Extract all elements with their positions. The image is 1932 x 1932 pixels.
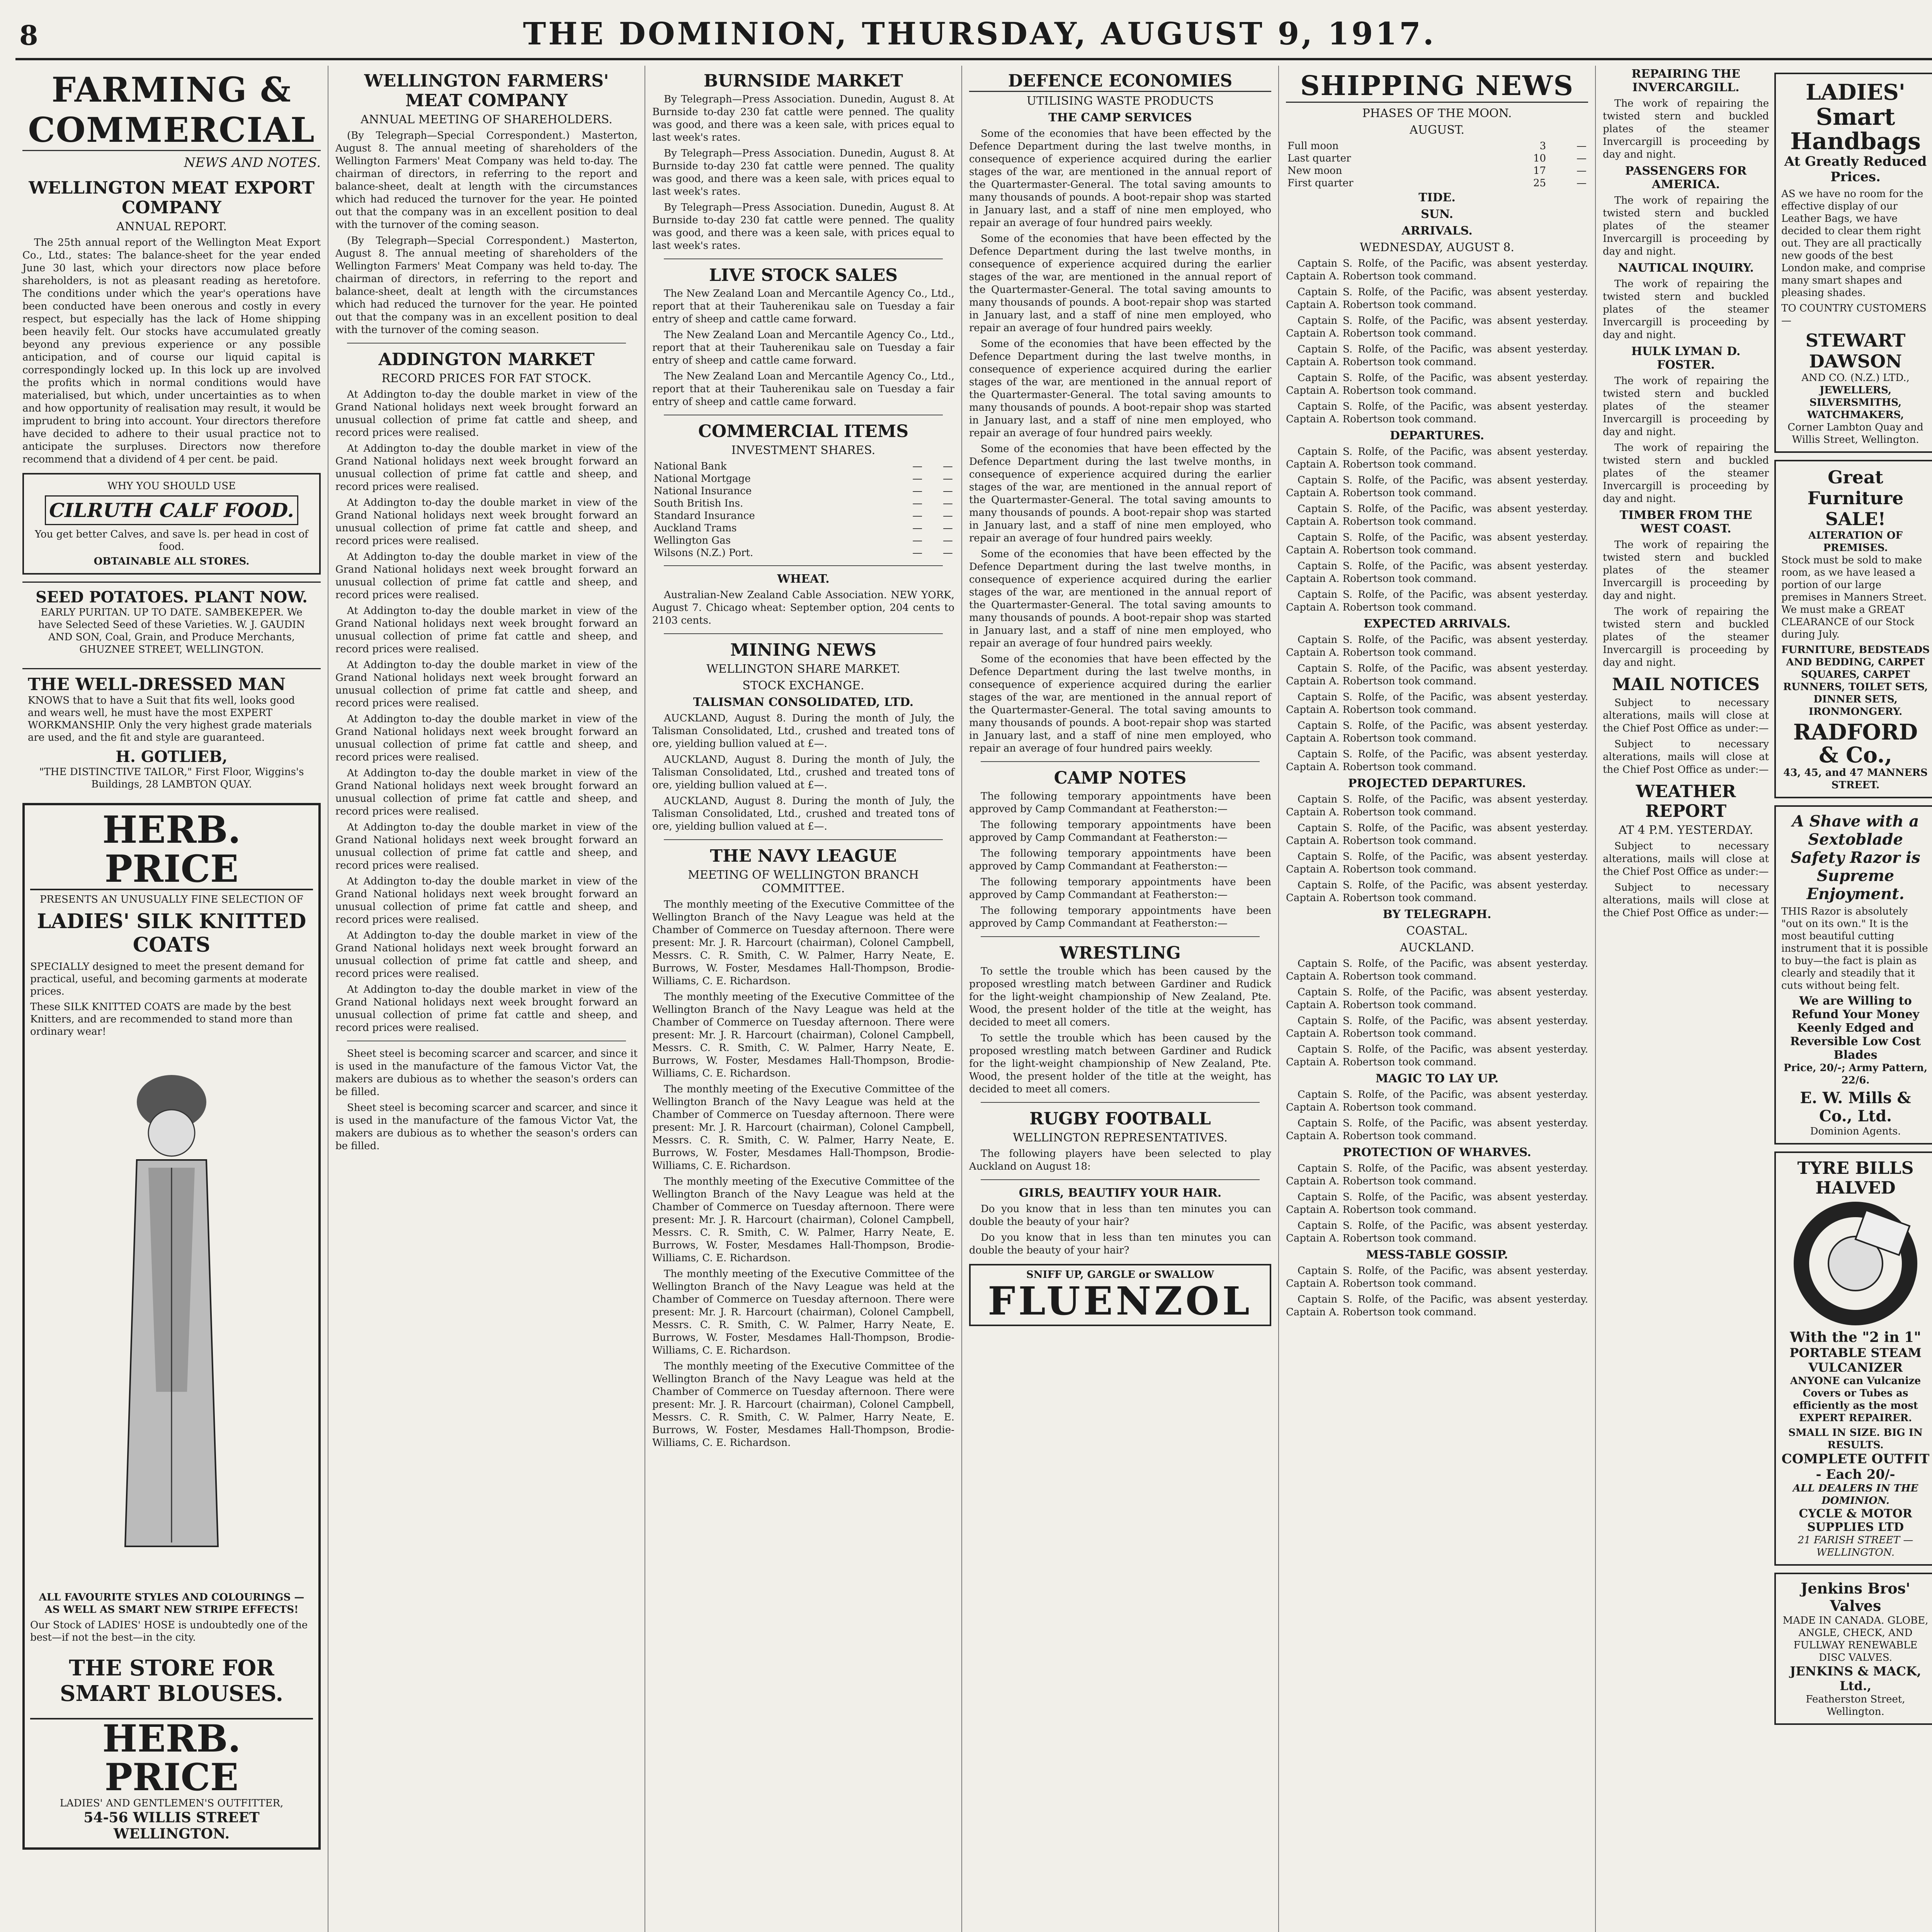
jenkins-valves-ad: Jenkins Bros' Valves MADE IN CANADA. GLOBE, ANGLE, CHECK, AND FULLWAY RENEWABLE DISC VALVES. JENKINS & MACK, Ltd., Featherston Street, Wellington. [1774, 1573, 1932, 1725]
handbags-ad: LADIES' Smart Handbags At Greatly Reduced Prices. AS we have no room for the effective display of our Leather Bags, we have decided to clear them right out. They are all practically new goods of the best London make, and comprise many smart shapes and pleasing shades. TO COUNTRY CUSTOMERS— STEWART DAWSON AND CO. (N.Z.) LTD., JEWELLERS, SILVERSMITHS, WATCHMAKERS, Corner Lambton Quay and Willis Street, Wellington. [1774, 73, 1932, 453]
article-body: By Telegraph—Press Association. Dunedin, August 8. At Burnside to-day 230 fat cattle were penned. The quality was good, and there was a keen sale, with prices equal to last week's rates. By Telegraph—Press Association. Dunedin, August 8. At Burnside to-day 230 fat cattle were penned. The quality was good, and there was a keen sale, with prices equal to last week's rates. By Telegraph—Press Association. Dunedin, August 8. At Burnside to-day 230 fat cattle were penned. The quality was good, and there was a keen sale, with prices equal to last week's rates. [652, 94, 954, 252]
divider [347, 343, 626, 344]
article-heading: BURNSIDE MARKET [704, 71, 903, 91]
radford-logo: RADFORD & Co., [1793, 719, 1918, 768]
article-heading: THE NAVY LEAGUE [710, 846, 897, 866]
article-heading: COMMERCIAL ITEMS [698, 422, 909, 441]
article-heading: WELLINGTON FARMERS' MEAT COMPANY [364, 71, 609, 111]
calf-food-brand: CILRUTH CALF FOOD. [45, 495, 298, 525]
article-heading: ADDINGTON MARKET [378, 350, 595, 369]
table-row: National Bank — — [654, 461, 953, 472]
table-row: Standard Insurance — — [654, 510, 953, 522]
article-heading: LIVE STOCK SALES [709, 265, 898, 285]
table-row: Wellington Gas — — [654, 535, 953, 546]
article-body: Australian-New Zealand Cable Association. NEW YORK, August 7. Chicago wheat: September option, 204 cents to 2103 cents. [652, 589, 954, 626]
page-number: 8 [19, 19, 38, 51]
column-1 [15, 66, 328, 1932]
woman-in-coat-illustration [90, 1044, 253, 1585]
herb-price-logo-bottom: HERB. PRICE [30, 1718, 313, 1798]
article-body: (By Telegraph—Special Correspondent.) Masterton, August 8. The annual meeting of shareholders of the Wellington Farmers' Meat Company was held to-day. The chairman of directors, in referring to the report and balance-sheet, dealt at length with the circumstances which had reduced the turnover for the year. He pointed out that the company was in an excellent position to deal with the turnover of the coming season. (By Telegraph—Special Correspondent.) Masterton, August 8. The annual meeting of shareholders of the Wellington Farmers' Meat Company was held to-day. The chairman of directors, in referring to the report and balance-sheet, dealt at length with the circumstances which had reduced the turnover for the year. He pointed out that the company was in an excellent position to deal with the turnover of the coming season. [335, 130, 638, 336]
column-6: REPAIRING THE INVERCARGILL. The work of repairing the twisted stern and buckled plates of the steamer Invercargill is proceeding by day and night. PASSENGERS FOR AMERICA. The work of repairing the twisted stern and buckled plates of the steamer Invercargill is proceeding by day and night. NAUTICAL INQUIRY. The work of repairing the twisted stern and buckled plates of the steamer Invercargill is proceeding by day and night. HULK LYMAN D. FOSTER. The work of repairing the twisted stern and buckled plates of the steamer Invercargill is proceeding by day and night. The work of repairing the twisted stern and buckled plates of the steamer Invercargill is proceeding by day and night. TIMBER FROM THE WEST COAST. The work of repairing the twisted stern and buckled plates of the steamer Invercargill is proceeding by day and night. The work of repairing the twisted stern and buckled plates of the steamer Invercargill is proceeding by day and night. MAIL NOTICES Subject to necessary alterations, mails will close at the Chief Post Office as under:— Subject to necessary alterations, mails will close at the Chief Post Office as under:— WEATHER REPORT AT 4 P.M. YESTERDAY. Subject to necessary alterations, mails will close at the Chief Post Office as under:— Subject to necessary alterations, mails will close at the Chief Post Office as under:— LADIES' Smart Handbags At Greatly Reduced Prices. AS we have no room for the effective display of our Leather Bags, we have decided to clear them right out. They are all practically new goods of the best London make, and comprise many smart shapes and pleasing shades. TO COUNTRY CUSTOMERS— STEWART DAWSON AND CO. (N.Z.) LTD., JEWELLERS, SILVERSMITHS, WATCHMAKERS, Corner Lambton Quay and Willis Street, Wellington. Great Furniture SALE! ALTERATION OF PREMISES. Stock must be sold to make room, as we have leased a portion of our large premises in Manners Street. We must make a GREAT CLEARANCE of our Stock during July. FURNITURE, BEDSTEADS AND BEDDING, CARPET SQUARES, CARPET RUNNERS, TOILET SETS, DINNER SETS, IRONMONGERY. RADFORD & Co., 43, 45, and 47 MANNERS STREET. A Shave with a Sextoblade Safety Razor is Supreme Enjoyment. THIS Razor is absolutely "out on its own." It is the most beautiful cutting instrument that it is possible to buy—the fact is plain as clearly and steadily that it cuts without being felt. We are Willing to Refund Your Money Keenly Edged and Reversible Low Cost Blades Price, 20/-; Army Pattern, 22/6. E. W. Mills & Co., Ltd. Dominion Agents. TYRE BILLS HALVED With the "2 in 1" PORTABLE STEAM VULCANIZER ANYONE can Vulcanize Covers or Tubes as efficiently as the most EXPERT REPAIRER. SMALL IN SIZE. BIG IN RESULTS. COMPLETE OUTFIT - Each 20/- ALL DEALERS IN THE DOMINION. CYCLE & MOTOR SUPPLIES LTD 21 FARISH STREET — WELLINGTON. Jenkins Bros' Valves MADE IN CANADA. GLOBE, ANGLE, CHECK, AND FULLWAY RENEWABLE DISC VALVES. JENKINS & MACK, Ltd., Featherston Street, Wellington. [1596, 66, 1932, 1932]
article-heading: WRESTLING [1060, 943, 1181, 963]
herb-price-ad: HERB. PRICE PRESENTS AN UNUSUALLY FINE SELECTION OF LADIES' SILK KNITTED COATS SPECIALLY designed to meet the present demand for practical, useful, and becoming garments at moderate prices. These SILK KNITTED COATS are made by the best Knitters, and are recommended to stand more than ordinary wear! ALL FAVOURITE STYLES AND COLOURINGS — AS WELL AS SMART NEW STRIPE EFFECTS! Our Stock of LADIES' HOSE is undoubtedly one of the best—if not the best—in the city. THE STORE FOR SMART BLOUSES. HERB. PRICE LADIES' AND GENTLEMEN'S OUTFITTER, 54-56 WILLIS STREET WELLINGTON. [22, 803, 321, 1850]
table-row: National Mortgage — — [654, 473, 953, 485]
tailor-ad: THE WELL-DRESSED MAN KNOWS that to have a Suit that fits well, looks good and wears well, he must have the most EXPERT WORKMANSHIP. Only the very highest grade materials are used, and the fit and style are guaranteed. H. GOTLIEB, "THE DISTINCTIVE TAILOR," First Floor, Wiggins's Buildings, 28 LAMBTON QUAY. [22, 668, 321, 796]
table-row: South British Ins. — — [654, 498, 953, 509]
share-table [652, 460, 954, 559]
article-subheading: ANNUAL MEETING OF SHAREHOLDERS. [361, 113, 612, 126]
table-row: New moon 17 — [1287, 165, 1587, 177]
section-title: SHIPPING NEWS [1286, 70, 1588, 103]
article-body: The following players have been selected to play Auckland on August 18: [969, 1148, 1271, 1172]
article-body: The 25th annual report of the Wellington Meat Export Co., Ltd., states: The balance-sheet for the year ended June 30 last, which your directors now place before shareholders, is not as pleasant reading as heretofore. The conditions under which the year's operations have been conducted have been onerous and costly in every respect, but especially has the lack of Home shipping been heavily felt. Our stocks have accumulated greatly beyond any previous experience or any possible anticipation, and of course our liquid capital is correspondingly locked up. In this lock up are involved the profits which in normal conditions would have materialised, but which, under uncertainties as to when and how opportunity of realisation may result, it would be imprudent to bring into account. Your directors therefore have decided to adhere to their usual practice not to anticipate the surpluses. Directors now therefore recommend that a dividend of 4 per cent. be paid. [22, 237, 321, 465]
article-subheading: INVESTMENT SHARES. [731, 444, 876, 457]
sextoblade-ad: A Shave with a Sextoblade Safety Razor is Supreme Enjoyment. THIS Razor is absolutely "out on its own." It is the most beautiful cutting instrument that it is possible to buy—the fact is plain as clearly and steadily that it cuts without being felt. We are Willing to Refund Your Money Keenly Edged and Reversible Low Cost Blades Price, 20/-; Army Pattern, 22/6. E. W. Mills & Co., Ltd. Dominion Agents. [1774, 805, 1932, 1145]
article-subheading: ANNUAL REPORT. [116, 220, 227, 233]
newspaper-page [15, 12, 1932, 1932]
mills-logo: E. W. Mills & Co., Ltd. [1800, 1088, 1911, 1125]
table-row: Wilsons (N.Z.) Port. — — [654, 547, 953, 559]
fluenzol-logo: FLUENZOL [988, 1278, 1253, 1324]
tyre-vulcanizer-ad: TYRE BILLS HALVED With the "2 in 1" PORTABLE STEAM VULCANIZER ANYONE can Vulcanize Covers or Tubes as efficiently as the most EXPERT REPAIRER. SMALL IN SIZE. BIG IN RESULTS. COMPLETE OUTFIT - Each 20/- ALL DEALERS IN THE DOMINION. CYCLE & MOTOR SUPPLIES LTD 21 FARISH STREET — WELLINGTON. [1774, 1151, 1932, 1566]
article-body: To settle the trouble which has been caused by the proposed wrestling match between Gardiner and Rudick for the light-weight championship of New Zealand, Pte. Wood, the present holder of the title at the weight, has decided to meet all comers. To settle the trouble which has been caused by the proposed wrestling match between Gardiner and Rudick for the light-weight championship of New Zealand, Pte. Wood, the present holder of the title at the weight, has decided to meet all comers. [969, 966, 1271, 1095]
article-body: At Addington to-day the double market in view of the Grand National holidays next week brought forward an unusual collection of prime fat cattle and sheep, and record prices were realised. At Addington to-day the double market in view of the Grand National holidays next week brought forward an unusual collection of prime fat cattle and sheep, and record prices were realised. At Addington to-day the double market in view of the Grand National holidays next week brought forward an unusual collection of prime fat cattle and sheep, and record prices were realised. At Addington to-day the double market in view of the Grand National holidays next week brought forward an unusual collection of prime fat cattle and sheep, and record prices were realised. At Addington to-day the double market in view of the Grand National holidays next week brought forward an unusual collection of prime fat cattle and sheep, and record prices were realised. At Addington to-day the double market in view of the Grand National holidays next week brought forward an unusual collection of prime fat cattle and sheep, and record prices were realised. At Addington to-day the double market in view of the Grand National holidays next week brought forward an unusual collection of prime fat cattle and sheep, and record prices were realised. At Addington to-day the double market in view of the Grand National holidays next week brought forward an unusual collection of prime fat cattle and sheep, and record prices were realised. At Addington to-day the double market in view of the Grand National holidays next week brought forward an unusual collection of prime fat cattle and sheep, and record prices were realised. At Addington to-day the double market in view of the Grand National holidays next week brought forward an unusual collection of prime fat cattle and sheep, and record prices were realised. At Addington to-day the double market in view of the Grand National holidays next week brought forward an unusual collection of prime fat cattle and sheep, and record prices were realised. At Addington to-day the double market in view of the Grand National holidays next week brought forward an unusual collection of prime fat cattle and sheep, and record prices were realised. [335, 389, 638, 1034]
table-row: Full moon 3 — [1287, 140, 1587, 152]
article-heading: DEFENCE ECONOMIES [969, 71, 1271, 92]
article-heading: WELLINGTON MEAT EXPORT COMPANY [29, 178, 315, 218]
section-kicker: NEWS AND NOTES. [184, 155, 321, 170]
column-4: DEFENCE ECONOMIES UTILISING WASTE PRODUCTS THE CAMP SERVICES Some of the economies that have been effected by the Defence Department during the last twelve months, in consequence of experience acquired during the earlier stages of the war, are mentioned in the annual report of the Quartermaster-General. The total saving amounts to many thousands of pounds. A boot-repair shop was started in January last, and a staff of nine men employed, who repair an average of four hundred pairs weekly. Some of the economies that have been effected by the Defence Department during the last twelve months, in consequence of experience acquired during the earlier stages of the war, are mentioned in the annual report of the Quartermaster-General. The total saving amounts to many thousands of pounds. A boot-repair shop was started in January last, and a staff of nine men employed, who repair an average of four hundred pairs weekly. Some of the economies that have been effected by the Defence Department during the last twelve months, in consequence of experience acquired during the earlier stages of the war, are mentioned in the annual report of the Quartermaster-General. The total saving amounts to many thousands of pounds. A boot-repair shop was started in January last, and a staff of nine men employed, who repair an average of four hundred pairs weekly. Some of the economies that have been effected by the Defence Department during the last twelve months, in consequence of experience acquired during the earlier stages of the war, are mentioned in the annual report of the Quartermaster-General. The total saving amounts to many thousands of pounds. A boot-repair shop was started in January last, and a staff of nine men employed, who repair an average of four hundred pairs weekly. Some of the economies that have been effected by the Defence Department during the last twelve months, in consequence of experience acquired during the earlier stages of the war, are mentioned in the annual report of the Quartermaster-General. The total saving amounts to many thousands of pounds. A boot-repair shop was started in January last, and a staff of nine men employed, who repair an average of four hundred pairs weekly. Some of the economies that have been effected by the Defence Department during the last twelve months, in consequence of experience acquired during the earlier stages of the war, are mentioned in the annual report of the Quartermaster-General. The total saving amounts to many thousands of pounds. A boot-repair shop was started in January last, and a staff of nine men employed, who repair an average of four hundred pairs weekly. CAMP NOTES The following temporary appointments have been approved by Camp Commandant at Featherston:— The following temporary appointments have been approved by Camp Commandant at Featherston:— The following temporary appointments have been approved by Camp Commandant at Featherston:— The following temporary appointments have been approved by Camp Commandant at Featherston:— The following temporary appointments have been approved by Camp Commandant at Featherston:— WRESTLING To settle the trouble which has been caused by the proposed wrestling match between Gardiner and Rudick for the light-weight championship of New Zealand, Pte. Wood, the present holder of the title at the weight, has decided to meet all comers. To settle the trouble which has been caused by the proposed wrestling match between Gardiner and Rudick for the light-weight championship of New Zealand, Pte. Wood, the present holder of the title at the weight, has decided to meet all comers. RUGBY FOOTBALL WELLINGTON REPRESENTATIVES. The following players have been selected to play Auckland on August 18: GIRLS, BEAUTIFY YOUR HAIR. Do you know that in less than ten minutes you can double the beauty of your hair? Do you know that in less than ten minutes you can double the beauty of your hair? SNIFF UP, GARGLE or SWALLOW FLUENZOL [962, 66, 1279, 1932]
section-title: FARMING & COMMERCIAL [22, 70, 321, 151]
herb-price-logo: HERB. PRICE [30, 811, 313, 890]
calf-food-ad: WHY YOU SHOULD USE CILRUTH CALF FOOD. You get better Calves, and save ls. per head in cost of food. OBTAINABLE ALL STORES. [22, 473, 321, 575]
article-subheading: RECORD PRICES FOR FAT STOCK. [381, 372, 592, 385]
table-row: National Insurance — — [654, 485, 953, 497]
table-row: Last quarter 10 — [1287, 153, 1587, 164]
article-body: The monthly meeting of the Executive Committee of the Wellington Branch of the Navy League was held at the Chamber of Commerce on Tuesday afternoon. There were present: Mr. J. R. Harcourt (chairman), Colonel Campbell, Messrs. C. R. Smith, C. W. Palmer, Harry Neate, E. Burrows, W. Foster, Mesdames Hall-Thompson, Brodie-Williams, C. E. Richardson. The monthly meeting of the Executive Committee of the Wellington Branch of the Navy League was held at the Chamber of Commerce on Tuesday afternoon. There were present: Mr. J. R. Harcourt (chairman), Colonel Campbell, Messrs. C. R. Smith, C. W. Palmer, Harry Neate, E. Burrows, W. Foster, Mesdames Hall-Thompson, Brodie-Williams, C. E. Richardson. The monthly meeting of the Executive Committee of the Wellington Branch of the Navy League was held at the Chamber of Commerce on Tuesday afternoon. There were present: Mr. J. R. Harcourt (chairman), Colonel Campbell, Messrs. C. R. Smith, C. W. Palmer, Harry Neate, E. Burrows, W. Foster, Mesdames Hall-Thompson, Brodie-Williams, C. E. Richardson. The monthly meeting of the Executive Committee of the Wellington Branch of the Navy League was held at the Chamber of Commerce on Tuesday afternoon. There were present: Mr. J. R. Harcourt (chairman), Colonel Campbell, Messrs. C. R. Smith, C. W. Palmer, Harry Neate, E. Burrows, W. Foster, Mesdames Hall-Thompson, Brodie-Williams, C. E. Richardson. The monthly meeting of the Executive Committee of the Wellington Branch of the Navy League was held at the Chamber of Commerce on Tuesday afternoon. There were present: Mr. J. R. Harcourt (chairman), Colonel Campbell, Messrs. C. R. Smith, C. W. Palmer, Harry Neate, E. Burrows, W. Foster, Mesdames Hall-Thompson, Brodie-Williams, C. E. Richardson. The monthly meeting of the Executive Committee of the Wellington Branch of the Navy League was held at the Chamber of Commerce on Tuesday afternoon. There were present: Mr. J. R. Harcourt (chairman), Colonel Campbell, Messrs. C. R. Smith, C. W. Palmer, Harry Neate, E. Burrows, W. Foster, Mesdames Hall-Thompson, Brodie-Williams, C. E. Richardson. [652, 899, 954, 1449]
article-body: Do you know that in less than ten minutes you can double the beauty of your hair? Do you know that in less than ten minutes you can double the beauty of your hair? [969, 1203, 1271, 1256]
fluenzol-ad: SNIFF UP, GARGLE or SWALLOW FLUENZOL [969, 1264, 1271, 1326]
seed-potatoes-ad: SEED POTATOES. PLANT NOW. EARLY PURITAN. UP TO DATE. SAMBEKEPER. We have Selected Seed of these Varieties. W. J. GAUDIN AND SON, Coal, Grain, and Produce Merchants, GHUZNEE STREET, WELLINGTON. [22, 582, 321, 661]
column-3: BURNSIDE MARKET By Telegraph—Press Association. Dunedin, August 8. At Burnside to-day 230 fat cattle were penned. The quality was good, and there was a keen sale, with prices equal to last week's rates. By Telegraph—Press Association. Dunedin, August 8. At Burnside to-day 230 fat cattle were penned. The quality was good, and there was a keen sale, with prices equal to last week's rates. By Telegraph—Press Association. Dunedin, August 8. At Burnside to-day 230 fat cattle were penned. The quality was good, and there was a keen sale, with prices equal to last week's rates. LIVE STOCK SALES The New Zealand Loan and Mercantile Agency Co., Ltd., report that at their Tauherenikau sale on Tuesday a fair entry of sheep and cattle came forward. The New Zealand Loan and Mercantile Agency Co., Ltd., report that at their Tauherenikau sale on Tuesday a fair entry of sheep and cattle came forward. The New Zealand Loan and Mercantile Agency Co., Ltd., report that at their Tauherenikau sale on Tuesday a fair entry of sheep and cattle came forward. COMMERCIAL ITEMS INVESTMENT SHARES. National Bank — — National Mortgage — — National Insurance — — South British Ins. — — Standard Insurance — — Auckland Trams — — Wellington Gas — — Wilsons (N.Z.) Port. — — WHEAT. Australian-New Zealand Cable Association. NEW YORK, August 7. Chicago wheat: September option, 204 cents to 2103 cents. MINING NEWS WELLINGTON SHARE MARKET. STOCK EXCHANGE. TALISMAN CONSOLIDATED, LTD. AUCKLAND, August 8. During the month of July, the Talisman Consolidated, Ltd., crushed and treated tons of ore, yielding bullion valued at £—. AUCKLAND, August 8. During the month of July, the Talisman Consolidated, Ltd., crushed and treated tons of ore, yielding bullion valued at £—. AUCKLAND, August 8. During the month of July, the Talisman Consolidated, Ltd., crushed and treated tons of ore, yielding bullion valued at £—. THE NAVY LEAGUE MEETING OF WELLINGTON BRANCH COMMITTEE. The monthly meeting of the Executive Committee of the Wellington Branch of the Navy League was held at the Chamber of Commerce on Tuesday afternoon. There were present: Mr. J. R. Harcourt (chairman), Colonel Campbell, Messrs. C. R. Smith, C. W. Palmer, Harry Neate, E. Burrows, W. Foster, Mesdames Hall-Thompson, Brodie-Williams, C. E. Richardson. The monthly meeting of the Executive Committee of the Wellington Branch of the Navy League was held at the Chamber of Commerce on Tuesday afternoon. There were present: Mr. J. R. Harcourt (chairman), Colonel Campbell, Messrs. C. R. Smith, C. W. Palmer, Harry Neate, E. Burrows, W. Foster, Mesdames Hall-Thompson, Brodie-Williams, C. E. Richardson. The monthly meeting of the Executive Committee of the Wellington Branch of the Navy League was held at the Chamber of Commerce on Tuesday afternoon. There were present: Mr. J. R. Harcourt (chairman), Colonel Campbell, Messrs. C. R. Smith, C. W. Palmer, Harry Neate, E. Burrows, W. Foster, Mesdames Hall-Thompson, Brodie-Williams, C. E. Richardson. The monthly meeting of the Executive Committee of the Wellington Branch of the Navy League was held at the Chamber of Commerce on Tuesday afternoon. There were present: Mr. J. R. Harcourt (chairman), Colonel Campbell, Messrs. C. R. Smith, C. W. Palmer, Harry Neate, E. Burrows, W. Foster, Mesdames Hall-Thompson, Brodie-Williams, C. E. Richardson. The monthly meeting of the Executive Committee of the Wellington Branch of the Navy League was held at the Chamber of Commerce on Tuesday afternoon. There were present: Mr. J. R. Harcourt (chairman), Colonel Campbell, Messrs. C. R. Smith, C. W. Palmer, Harry Neate, E. Burrows, W. Foster, Mesdames Hall-Thompson, Brodie-Williams, C. E. Richardson. The monthly meeting of the Executive Committee of the Wellington Branch of the Navy League was held at the Chamber of Commerce on Tuesday afternoon. There were present: Mr. J. R. Harcourt (chairman), Colonel Campbell, Messrs. C. R. Smith, C. W. Palmer, Harry Neate, E. Burrows, W. Foster, Mesdames Hall-Thompson, Brodie-Williams, C. E. Richardson. [645, 66, 962, 1932]
article-body: AUCKLAND, August 8. During the month of July, the Talisman Consolidated, Ltd., crushed and treated tons of ore, yielding bullion valued at £—. AUCKLAND, August 8. During the month of July, the Talisman Consolidated, Ltd., crushed and treated tons of ore, yielding bullion valued at £—. AUCKLAND, August 8. During the month of July, the Talisman Consolidated, Ltd., crushed and treated tons of ore, yielding bullion valued at £—. [652, 713, 954, 832]
article-heading: CAMP NOTES [1054, 768, 1187, 788]
furniture-sale-ad: Great Furniture SALE! ALTERATION OF PREMISES. Stock must be sold to make room, as we have leased a portion of our large premises in Manners Street. We must make a GREAT CLEARANCE of our Stock during July. FURNITURE, BEDSTEADS AND BEDDING, CARPET SQUARES, CARPET RUNNERS, TOILET SETS, DINNER SETS, IRONMONGERY. RADFORD & Co., 43, 45, and 47 MANNERS STREET. [1774, 460, 1932, 798]
article-heading: RUGBY FOOTBALL [1029, 1109, 1211, 1129]
article-body: The following temporary appointments have been approved by Camp Commandant at Featherston:— The following temporary appointments have been approved by Camp Commandant at Featherston:— The following temporary appointments have been approved by Camp Commandant at Featherston:— The following temporary appointments have been approved by Camp Commandant at Featherston:— The following temporary appointments have been approved by Camp Commandant at Featherston:— [969, 791, 1271, 929]
stewart-dawson-logo: STEWART DAWSON [1805, 330, 1906, 372]
table-row: First quarter 25 — [1287, 177, 1587, 189]
table-row: Auckland Trams — — [654, 522, 953, 534]
article-body: Sheet steel is becoming scarcer and scarcer, and since it is used in the manufacture of the famous Victor Vat, the makers are dubious as to whether the season's orders can be filled. Sheet steel is becoming scarcer and scarcer, and since it is used in the manufacture of the famous Victor Vat, the makers are dubious as to whether the season's orders can be filled. [335, 1048, 638, 1152]
cycle-motor-logo: CYCLE & MOTOR SUPPLIES LTD [1799, 1507, 1912, 1534]
article-heading: MINING NEWS [730, 640, 877, 660]
tyre-illustration [1794, 1202, 1917, 1325]
column-2 [328, 66, 645, 1932]
masthead [15, 12, 1932, 60]
article-body: The New Zealand Loan and Mercantile Agency Co., Ltd., report that at their Tauherenikau sale on Tuesday a fair entry of sheep and cattle came forward. The New Zealand Loan and Mercantile Agency Co., Ltd., report that at their Tauherenikau sale on Tuesday a fair entry of sheep and cattle came forward. The New Zealand Loan and Mercantile Agency Co., Ltd., report that at their Tauherenikau sale on Tuesday a fair entry of sheep and cattle came forward. [652, 288, 954, 408]
column-5: SHIPPING NEWS PHASES OF THE MOON. AUGUST. Full moon 3 — Last quarter 10 — New moon 17 — First quarter 25 — TIDE. SUN. ARRIVALS. WEDNESDAY, AUGUST 8. Captain S. Rolfe, of the Pacific, was absent yesterday. Captain A. Robertson took command. Captain S. Rolfe, of the Pacific, was absent yesterday. Captain A. Robertson took command. Captain S. Rolfe, of the Pacific, was absent yesterday. Captain A. Robertson took command. Captain S. Rolfe, of the Pacific, was absent yesterday. Captain A. Robertson took command. Captain S. Rolfe, of the Pacific, was absent yesterday. Captain A. Robertson took command. Captain S. Rolfe, of the Pacific, was absent yesterday. Captain A. Robertson took command. DEPARTURES. Captain S. Rolfe, of the Pacific, was absent yesterday. Captain A. Robertson took command. Captain S. Rolfe, of the Pacific, was absent yesterday. Captain A. Robertson took command. Captain S. Rolfe, of the Pacific, was absent yesterday. Captain A. Robertson took command. Captain S. Rolfe, of the Pacific, was absent yesterday. Captain A. Robertson took command. Captain S. Rolfe, of the Pacific, was absent yesterday. Captain A. Robertson took command. Captain S. Rolfe, of the Pacific, was absent yesterday. Captain A. Robertson took command. EXPECTED ARRIVALS. Captain S. Rolfe, of the Pacific, was absent yesterday. Captain A. Robertson took command. Captain S. Rolfe, of the Pacific, was absent yesterday. Captain A. Robertson took command. Captain S. Rolfe, of the Pacific, was absent yesterday. Captain A. Robertson took command. Captain S. Rolfe, of the Pacific, was absent yesterday. Captain A. Robertson took command. Captain S. Rolfe, of the Pacific, was absent yesterday. Captain A. Robertson took command. PROJECTED DEPARTURES. Captain S. Rolfe, of the Pacific, was absent yesterday. Captain A. Robertson took command. Captain S. Rolfe, of the Pacific, was absent yesterday. Captain A. Robertson took command. Captain S. Rolfe, of the Pacific, was absent yesterday. Captain A. Robertson took command. Captain S. Rolfe, of the Pacific, was absent yesterday. Captain A. Robertson took command. BY TELEGRAPH. COASTAL. AUCKLAND. Captain S. Rolfe, of the Pacific, was absent yesterday. Captain A. Robertson took command. Captain S. Rolfe, of the Pacific, was absent yesterday. Captain A. Robertson took command. Captain S. Rolfe, of the Pacific, was absent yesterday. Captain A. Robertson took command. Captain S. Rolfe, of the Pacific, was absent yesterday. Captain A. Robertson took command. MAGIC TO LAY UP. Captain S. Rolfe, of the Pacific, was absent yesterday. Captain A. Robertson took command. Captain S. Rolfe, of the Pacific, was absent yesterday. Captain A. Robertson took command. PROTECTION OF WHARVES. Captain S. Rolfe, of the Pacific, was absent yesterday. Captain A. Robertson took command. Captain S. Rolfe, of the Pacific, was absent yesterday. Captain A. Robertson took command. Captain S. Rolfe, of the Pacific, was absent yesterday. Captain A. Robertson took command. MESS-TABLE GOSSIP. Captain S. Rolfe, of the Pacific, was absent yesterday. Captain A. Robertson took command. Captain S. Rolfe, of the Pacific, was absent yesterday. Captain A. Robertson took command. [1279, 66, 1596, 1932]
wheat-heading: WHEAT. [777, 572, 830, 586]
article-body: Some of the economies that have been effected by the Defence Department during the last twelve months, in consequence of experience acquired during the earlier stages of the war, are mentioned in the annual report of the Quartermaster-General. The total saving amounts to many thousands of pounds. A boot-repair shop was started in January last, and a staff of nine men employed, who repair an average of four hundred pairs weekly. Some of the economies that have been effected by the Defence Department during the last twelve months, in consequence of experience acquired during the earlier stages of the war, are mentioned in the annual report of the Quartermaster-General. The total saving amounts to many thousands of pounds. A boot-repair shop was started in January last, and a staff of nine men employed, who repair an average of four hundred pairs weekly. Some of the economies that have been effected by the Defence Department during the last twelve months, in consequence of experience acquired during the earlier stages of the war, are mentioned in the annual report of the Quartermaster-General. The total saving amounts to many thousands of pounds. A boot-repair shop was started in January last, and a staff of nine men employed, who repair an average of four hundred pairs weekly. Some of the economies that have been effected by the Defence Department during the last twelve months, in consequence of experience acquired during the earlier stages of the war, are mentioned in the annual report of the Quartermaster-General. The total saving amounts to many thousands of pounds. A boot-repair shop was started in January last, and a staff of nine men employed, who repair an average of four hundred pairs weekly. Some of the economies that have been effected by the Defence Department during the last twelve months, in consequence of experience acquired during the earlier stages of the war, are mentioned in the annual report of the Quartermaster-General. The total saving amounts to many thousands of pounds. A boot-repair shop was started in January last, and a staff of nine men employed, who repair an average of four hundred pairs weekly. Some of the economies that have been effected by the Defence Department during the last twelve months, in consequence of experience acquired during the earlier stages of the war, are mentioned in the annual report of the Quartermaster-General. The total saving amounts to many thousands of pounds. A boot-repair shop was started in January last, and a staff of nine men employed, who repair an average of four hundred pairs weekly. [969, 128, 1271, 754]
moon-table [1286, 140, 1588, 189]
masthead-title: THE DOMINION, THURSDAY, AUGUST 9, 1917. [523, 15, 1436, 52]
